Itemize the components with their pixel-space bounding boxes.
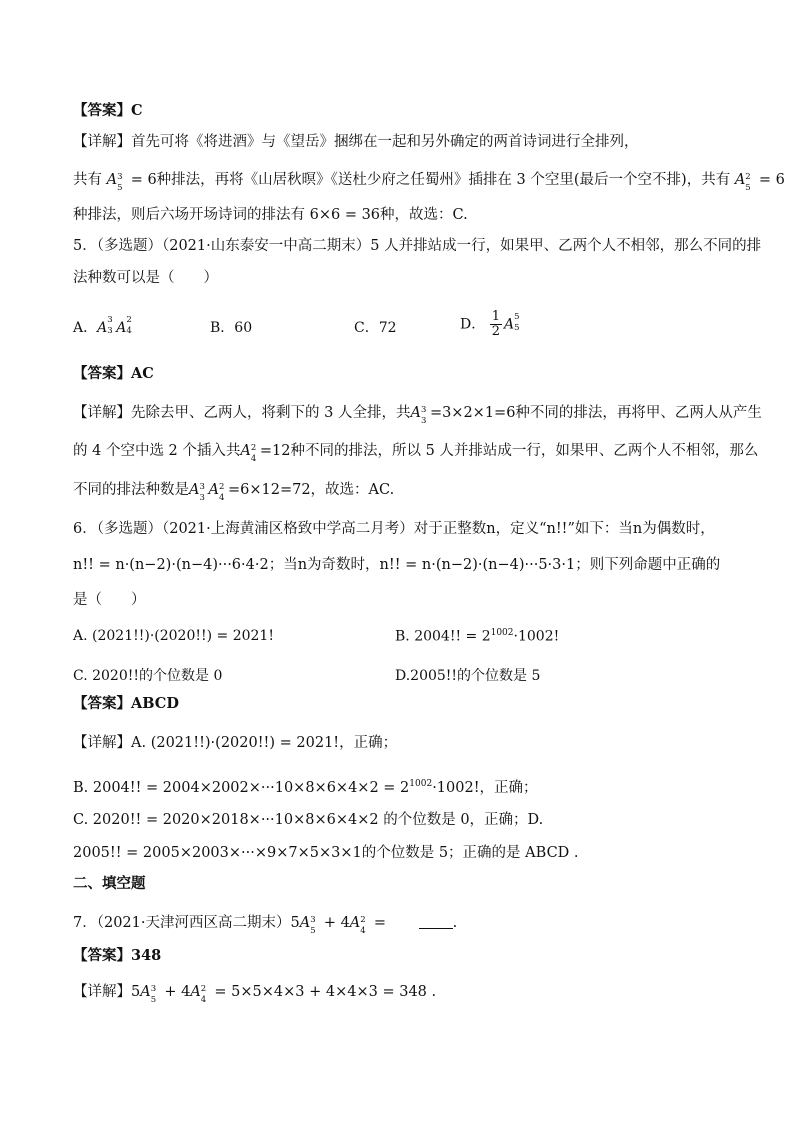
q6-option-d: D.2005!!的个位数是 5: [395, 668, 541, 684]
q5-stem-line1: 5．（多选题）（2021·山东泰安一中高二期末）5 人并排站成一行，如果甲、乙两个人不相邻，那么不同的排: [73, 238, 762, 254]
fraction-one-half: $\frac{1}{2}$: [491, 309, 500, 339]
q4-detail-line1: 【详解】首先可将《将进酒》与《望岳》捆绑在一起和另外确定的两首诗词进行全排列，: [73, 134, 639, 150]
q5-option-c: C．72: [354, 320, 397, 336]
q5-option-d: D． $\frac{1}{2}$ A 5 5: [460, 309, 520, 339]
q4-detail-line3: 种排法，则后六场开场诗词的排法有 6×6 = 36种，故选：C.: [73, 207, 468, 223]
q7-stem: 7．（2021·天津河西区高二期末）5A 3 5 + 4A 2 4 = .: [73, 915, 458, 936]
q6-option-b: B. 2004!! = $2^{1002}\cdot 1002$!: [395, 628, 560, 645]
q6-option-a: A. (2021!!)·(2020!!) = 2021!: [73, 628, 274, 644]
q5-detail-line2: 的 4 个空中选 2 个插入共A 2 4 =12种不同的排法，所以 5 人并排站成一行，如果甲、乙两个人不相邻，那么: [73, 443, 759, 464]
q6-stem-line1: 6．（多选题）（2021·上海黄浦区格致中学高二月考）对于正整数n，定义“n!!”如下：当n为偶数时，: [73, 521, 715, 537]
q6-detail-line1: 【详解】A. (2021!!)·(2020!!) = 2021!，正确；: [73, 735, 398, 751]
section-heading-fill-in: 二、填空题: [73, 875, 146, 892]
q6-detail-line2: B. 2004!! = $2004\times 2002\times\cdot\cdot\cdot 10\times 8\times 6\times 4\times 2 = 2^{1002}\cdot 1002$!，正确；: [73, 779, 538, 796]
q4-detail-line2: 共有 A 3 5 = 6种排法，再将《山居秋暝》《送杜少府之任蜀州》插排在 3 个空里(最后一个空不排)，共有 A 2 5 = 6: [73, 172, 785, 193]
q5-option-b: B．60: [210, 320, 253, 336]
q6-detail-line3: C. 2020!! = 2020×2018×···10×8×6×4×2 的个位数是 0，正确；D.: [73, 812, 544, 828]
q6-answer: 【答案】ABCD: [73, 695, 179, 712]
q6-option-c: C. 2020!!的个位数是 0: [73, 668, 223, 684]
q5-stem-line2: 法种数可以是（ ）: [73, 270, 218, 286]
q7-answer: 【答案】348: [73, 947, 162, 964]
q5-option-a: A．A 3 3 A 2 4: [73, 315, 132, 336]
q6-detail-line4: 2005!! = 2005×2003×···×9×7×5×3×1的个位数是 5；正确的是 ABCD .: [73, 845, 579, 861]
q5-detail-line3: 不同的排法种数是A 3 3 A 2 4 =6×12=72，故选：AC.: [73, 482, 395, 503]
q6-stem-line2: n!! = n·(n−2)·(n−4)···6·4·2；当n为奇数时，n!! = n·(n−2)·(n−4)···5·3·1；则下列命题中正确的: [73, 557, 721, 573]
q5-detail-line1: 【详解】先除去甲、乙两人，将剩下的 3 人全排，共A 3 3 =3×2×1=6种不同的排法，再将甲、乙两人从产生: [73, 405, 762, 426]
q4-answer: 【答案】C: [73, 102, 143, 119]
q6-stem-line3: 是（ ）: [73, 592, 146, 608]
answer-blank: [419, 916, 453, 929]
q7-detail: 【详解】5A 3 5 + 4A 2 4 = 5×5×4×3 + 4×4×3 = 348 .: [73, 984, 437, 1005]
q5-answer: 【答案】AC: [73, 365, 154, 382]
